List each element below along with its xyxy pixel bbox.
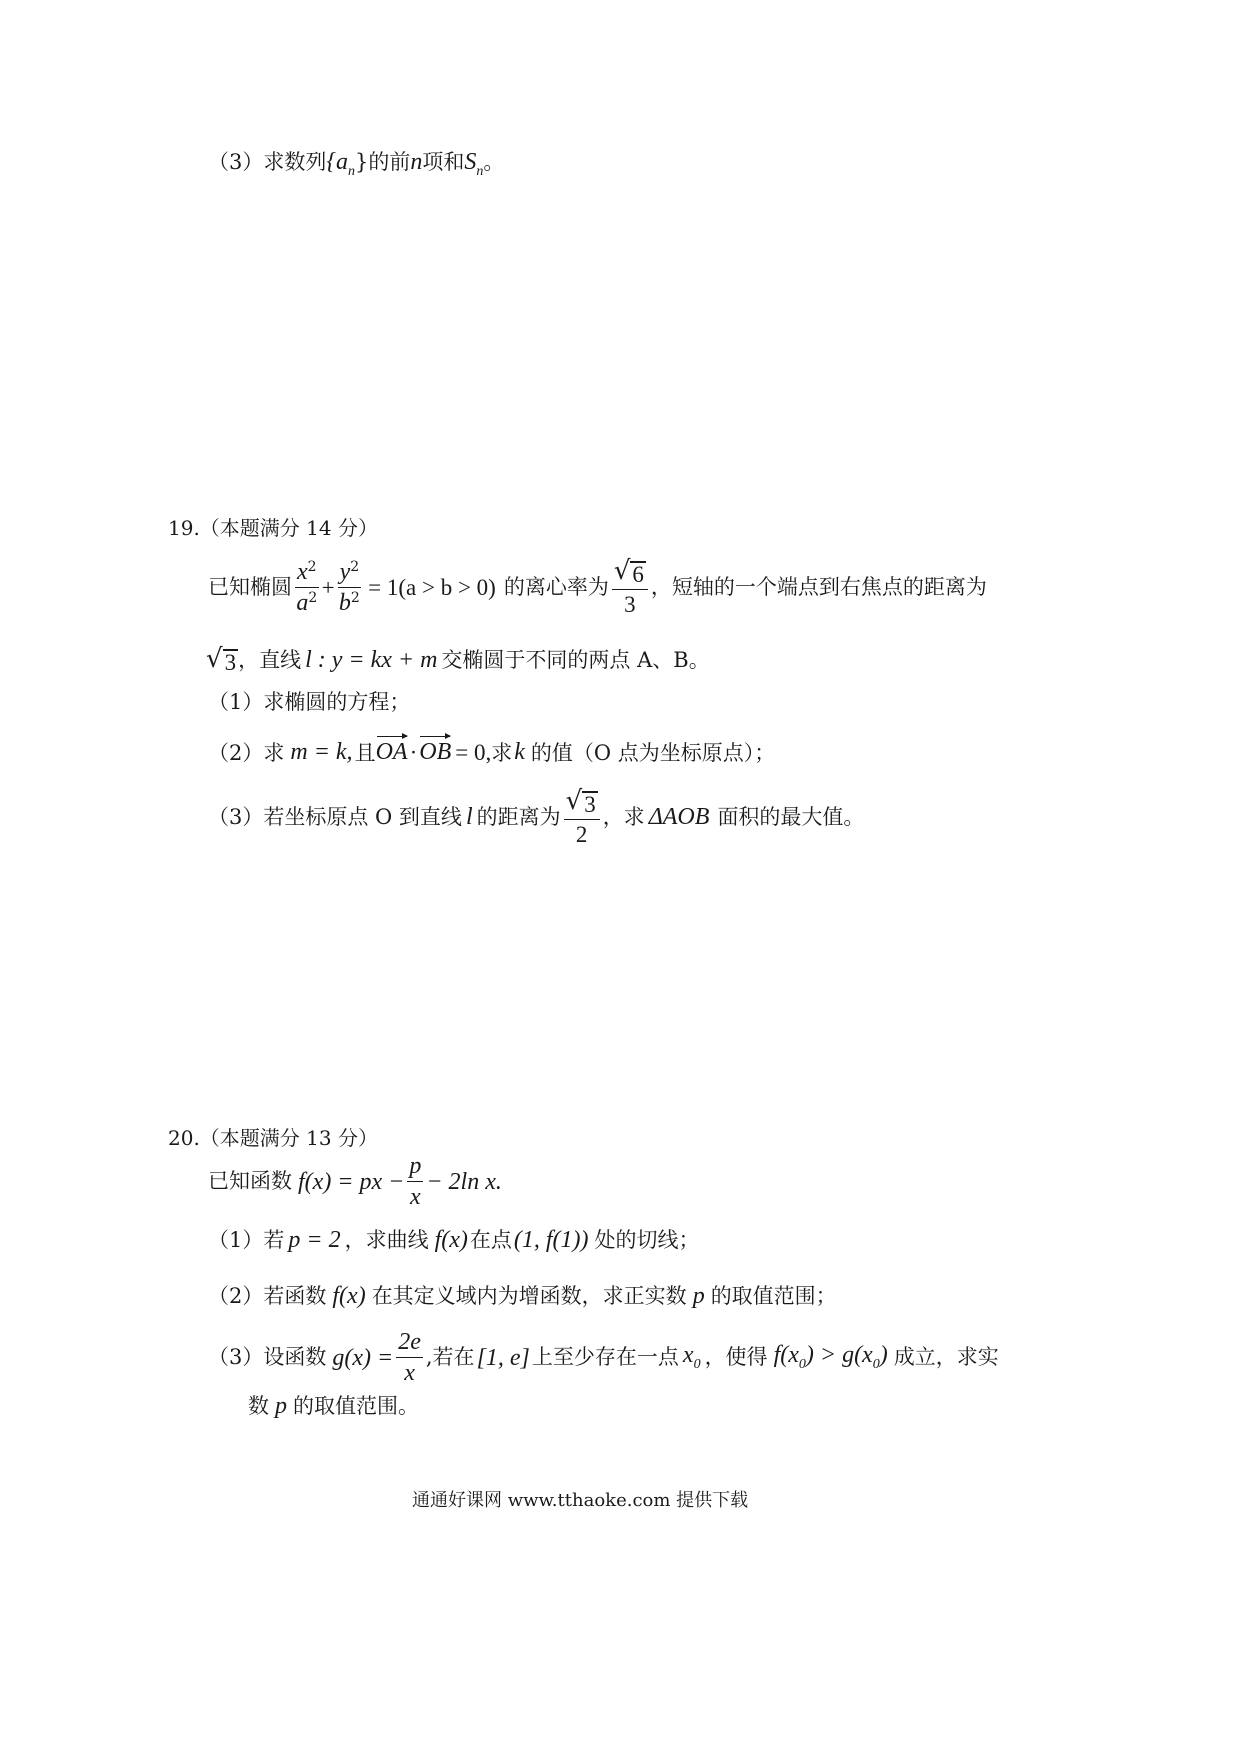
frac-2e-x: $\frac{2e}{x}$: [398, 1329, 421, 1386]
q19-line1: 已知椭圆 $\frac{x^2}{a^2}$ + $\frac{y^2}{b^2}$ = 1(a > b > 0) 的离心率为 √ 6 3 ，短轴的一个端点到右焦点的距离为: [208, 556, 987, 617]
q18-part3: （3）求数列$\{a_n\}$的前n项和$S_n$。: [208, 149, 505, 179]
q20-part2: （2）若函数 f(x) 在其定义域内为增函数，求正实数 p 的取值范围；: [208, 1283, 837, 1309]
q20-part3-cont: 数 p 的取值范围。: [248, 1393, 419, 1419]
vector-ob: OB: [419, 734, 451, 764]
q19-part3: （3）若坐标原点 O 到直线 l 的距离为 √ 3 2 ，求 ΔAOB 面积的最大值。: [208, 786, 865, 847]
footer-credit: 通通好课网 www.tthaoke.com 提供下载: [412, 1490, 749, 1511]
sqrt3: √ 3: [206, 644, 237, 675]
q20-part1: （1）若 p = 2 ，求曲线 f(x)在点(1, f(1)) 处的切线；: [208, 1227, 700, 1253]
frac-p-x: $\frac{p}{x}$: [409, 1153, 422, 1210]
q20-line1: 已知函数 f(x) = px − $\frac{p}{x}$ − 2ln x.: [208, 1153, 502, 1210]
q20-heading: 20.（本题满分 13 分）: [168, 1126, 378, 1150]
frac-sqrt6-3: √ 6 3: [612, 558, 648, 616]
q19-part1: （1）求椭圆的方程；: [208, 690, 411, 714]
frac-sqrt3-2: √ 3 2: [564, 788, 600, 846]
vector-oa: OA: [376, 734, 408, 764]
frac-y2-b2: $\frac{y^2}{b^2}$: [338, 558, 360, 616]
q19-line2: √ 3 ，直线 l : y = kx + m 交椭圆于不同的两点 A、B。: [206, 644, 710, 675]
q19-heading: 19.（本题满分 14 分）: [168, 516, 378, 540]
frac-x2-a2: $\frac{x^2}{a^2}$: [296, 558, 318, 616]
q19-part2: （2）求 m = k, 且 OA · OB = 0, 求 k 的值（O 点为坐标原点）；: [208, 734, 775, 764]
q20-part3: （3）设函数 g(x) = $\frac{2e}{x}$ ,若在 [1, e] 上至少存在一点 $x_0$ ，使得 $f(x_0) > g(x_0)$ 成立，求实: [208, 1329, 999, 1386]
seq-var: {$a_n$: [326, 149, 355, 179]
